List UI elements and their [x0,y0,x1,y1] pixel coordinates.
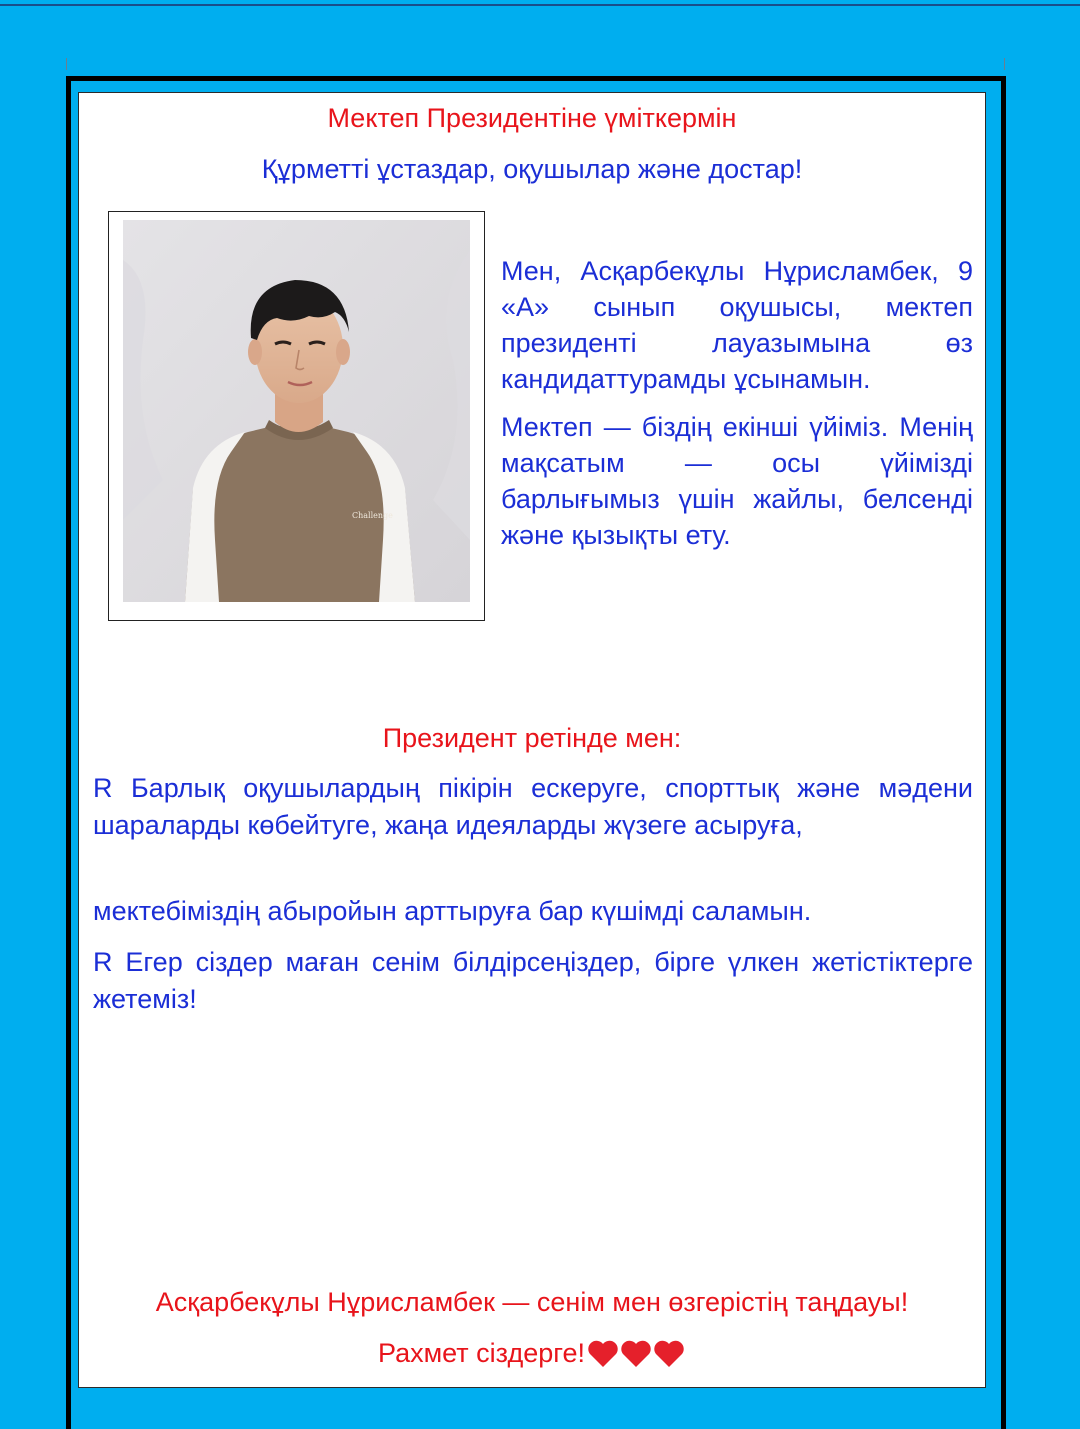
red-heart-icon [653,1340,685,1368]
candidate-photo [123,220,470,602]
red-heart-icon [587,1340,619,1368]
candidate-photo-frame [108,211,485,621]
right-corner-mark [1004,58,1005,70]
plan-list-3 [93,944,973,1018]
plan-item-2: мектебіміздің абыройын арттыруға бар күшімді саламын. [93,896,812,926]
left-corner-mark [66,58,67,70]
document-page [78,92,986,1388]
intro-paragraph-1: Мен, Асқарбекұлы Нұрисламбек, 9 «А» сынып оқушысы, мектеп президенті лауазымына өз кандидаттурамды ұсынамын. [501,256,973,394]
plan-heading: Президент ретінде мен: [382,723,682,753]
thanks-text: Рахмет сіздерге! [377,1338,586,1368]
slogan-line: Асқарбекұлы Нұрисламбек — сенім мен өзгерістің таңдауы! [155,1287,909,1317]
intro-paragraph-2: Мектеп — біздің екінші үйіміз. Менің мақсатым — осы үйімізді барлығымыз үшін жайлы, белсенді және қызықты ету. [501,412,973,550]
shirt-print-text: Challenge [352,511,393,520]
hearts-group [587,1340,686,1375]
poster-title: Мектеп Президентіне үміткермін [327,103,737,133]
thanks-line [79,1338,985,1375]
plan-list-2 [93,893,973,930]
intro-text [501,253,973,565]
plan-item-3: R Егер сіздер маған сенім білдірсеңіздер, бірге үлкен жетістіктерге жетеміз! [93,947,973,1014]
red-heart-icon [620,1340,652,1368]
plan-item-1: R Барлық оқушылардың пікірін ескеруге, спорттық және мәдени шараларды көбейтуге, жаңа идеяларды жүзеге асыруға, [93,773,973,840]
top-border-line [0,4,1080,6]
plan-list [93,770,973,844]
greeting-line: Құрметті ұстаздар, оқушылар және достар! [261,154,803,184]
